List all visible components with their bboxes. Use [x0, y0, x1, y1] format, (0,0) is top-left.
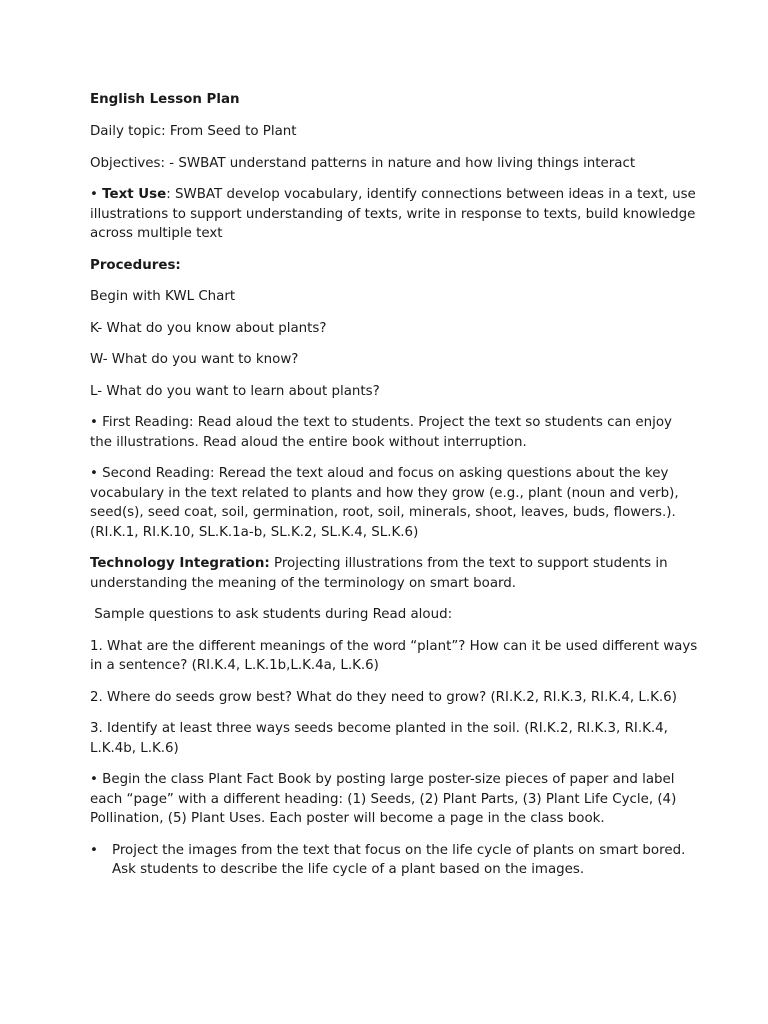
bullet-dot: •: [90, 842, 98, 858]
plant-fact-book: • Begin the class Plant Fact Book by posting large poster-size pieces of paper and label each “page” with a different heading: (1) Seeds, (2) Plant Parts, (3) Plant Life Cycle, (4) Pollination, (5) Plant Uses. Each poster will become a page in the class book.: [90, 772, 677, 826]
technology-integration-label: Technology Integration:: [90, 556, 270, 571]
kwl-k: K- What do you know about plants?: [90, 320, 327, 336]
daily-topic: Daily topic: From Seed to Plant: [90, 124, 297, 139]
life-cycle-item-text: Project the images from the text that focus on the life cycle of plants on smart bored. Ask students to describe the life cycle of a plant based on the images.: [112, 842, 686, 877]
sample-questions-intro: Sample questions to ask students during Read aloud:: [90, 607, 453, 622]
objectives: Objectives: - SWBAT understand patterns in nature and how living things interact: [90, 155, 636, 171]
text-use-bullet: •: [90, 187, 103, 202]
text-use-paragraph: [90, 185, 698, 244]
kwl-l: L- What do you want to learn about plants?: [90, 383, 380, 399]
list-item: [90, 841, 698, 880]
question-1: 1. What are the different meanings of the word “plant”? How can it be used different ways in a sentence? (RI.K.4, L.K.1b,L.K.4a, L.K.6): [90, 638, 698, 673]
document-title: English Lesson Plan: [90, 92, 240, 107]
kwl-intro: Begin with KWL Chart: [90, 289, 236, 304]
procedures-heading: Procedures:: [90, 257, 181, 273]
text-use-label: Text Use: [102, 187, 167, 202]
question-2: 2. Where do seeds grow best? What do they need to grow? (RI.K.2, RI.K.3, RI.K.4, L.K.6): [90, 689, 677, 705]
question-3: 3. Identify at least three ways seeds become planted in the soil. (RI.K.2, RI.K.3, RI.K.4, L.K.4b, L.K.6): [90, 721, 668, 756]
first-reading: • First Reading: Read aloud the text to students. Project the text so students can enjoy the illustrations. Read aloud the entire book without interruption.: [90, 415, 672, 450]
technology-integration: [90, 554, 698, 593]
bullet-list: [90, 841, 698, 880]
kwl-w: W- What do you want to know?: [90, 352, 299, 367]
second-reading: • Second Reading: Reread the text aloud and focus on asking questions about the key vocabulary in the text related to plants and how they grow (e.g., plant (noun and verb), seed(s), seed coat, soil, germination, root, soil, minerals, shoot, leaves, buds, flowers.). (RI.K.1, RI.K.10, SL.K.1a-b, SL.K.2, SL.K.4, SL.K.6): [90, 466, 679, 540]
technology-integration-body: Projecting illustrations from the text to support students in understanding the meaning of the terminology on smart board.: [90, 556, 668, 591]
text-use-body: : SWBAT develop vocabulary, identify connections between ideas in a text, use illustrations to support understanding of texts, write in response to texts, build knowledge across multiple text: [90, 187, 696, 241]
